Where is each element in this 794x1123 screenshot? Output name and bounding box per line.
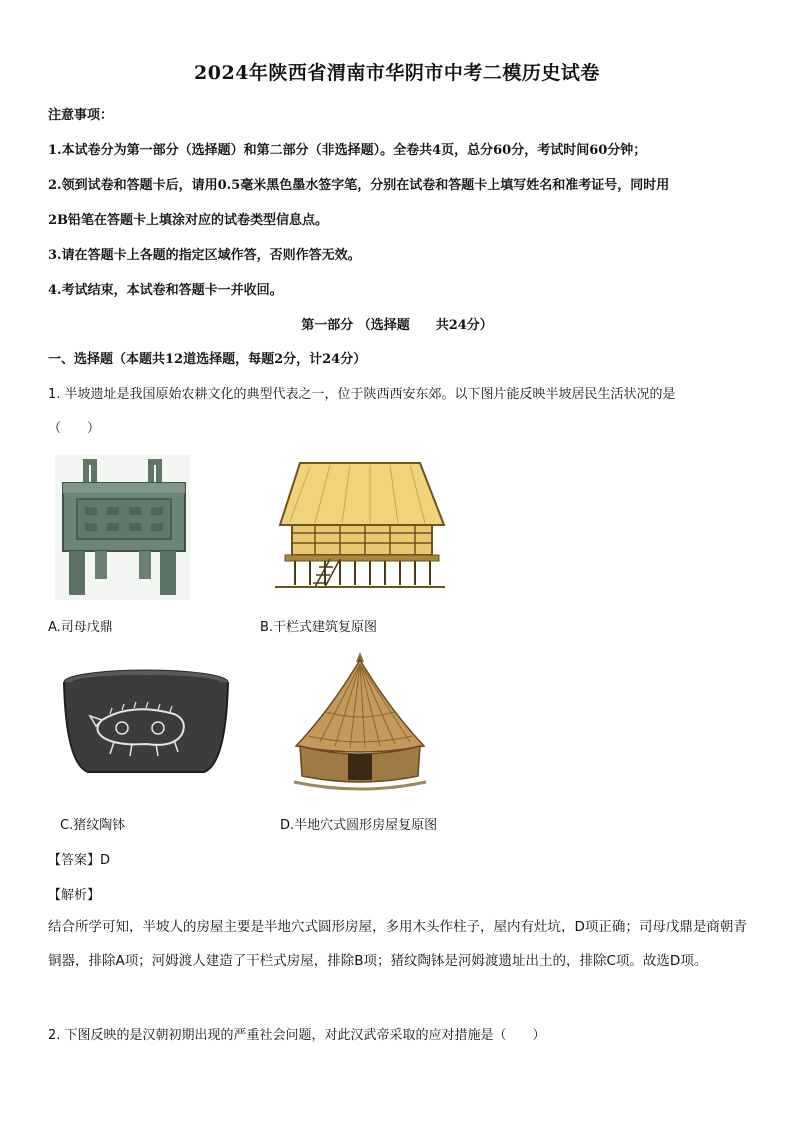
notice-item-3: 3.请在答题卡上各题的指定区域作答，否则作答无效。: [48, 248, 361, 263]
option-b-caption: B.干栏式建筑复原图: [260, 620, 378, 635]
question-2-stem: 2. 下图反映的是汉朝初期出现的严重社会问题，对此汉武帝采取的应对措施是（ ）: [48, 1028, 546, 1043]
notice-item-1: 1.本试卷分为第一部分（选择题）和第二部分（非选择题）。全卷共4页，总分60分，考试时间60分钟；: [48, 143, 647, 158]
notice-item-4: 4.考试结束，本试卷和答题卡一并收回。: [48, 283, 283, 298]
pig-pattern-pottery-image: [62, 668, 230, 776]
notice-item-2-cont: 2B铅笔在答题卡上填涂对应的试卷类型信息点。: [48, 213, 329, 228]
stilt-house-image: [270, 455, 450, 595]
notice-heading: 注意事项：: [48, 108, 114, 123]
page-title: 2024年陕西省渭南市华阴市中考二模历史试卷: [194, 62, 600, 84]
round-hut-image: [290, 650, 430, 800]
question-1-paren: （ ）: [48, 421, 101, 436]
option-a-caption: A.司母戊鼎: [48, 620, 113, 635]
option-c-caption: C.猪纹陶钵: [60, 818, 126, 833]
notice-item-2: 2.领到试卷和答题卡后，请用0.5毫米黑色墨水签字笔，分别在试卷和答题卡上填写姓名和准考证号，同时用: [48, 178, 670, 193]
answer-label: 【答案】D: [48, 853, 111, 868]
analysis-text: 结合所学可知，半坡人的房屋主要是半地穴式圆形房屋，多用木头作柱子，屋内有灶坑，D项正确；司母戊鼎是商朝青铜器，排除A项；河姆渡人建造了干栏式房屋，排除B项；猪纹陶钵是河姆渡遗址出土的，排除C项。故选D项。: [48, 919, 747, 969]
analysis-label: 【解析】: [48, 888, 101, 903]
section-one-heading: 一、选择题（本题共12道选择题，每题2分，计24分）: [48, 352, 367, 367]
bronze-ding-image: [55, 455, 190, 600]
question-1-stem: 1. 半坡遗址是我国原始农耕文化的典型代表之一，位于陕西西安东郊。以下图片能反映半坡居民生活状况的是: [48, 387, 676, 402]
option-d-caption: D.半地穴式圆形房屋复原图: [280, 818, 438, 833]
part-one-heading: 第一部分 （选择题 共24分）: [301, 318, 493, 333]
